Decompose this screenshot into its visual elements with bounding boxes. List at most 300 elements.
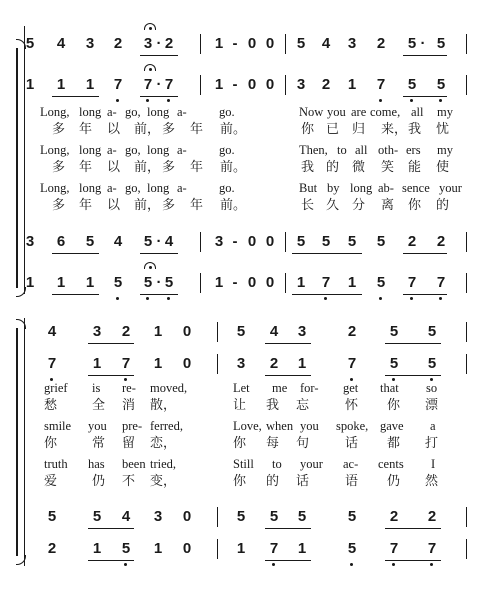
note: 1 [297,540,307,557]
lower-octave-dot [324,297,327,300]
lyric-word: a- [107,143,117,157]
dash: - [232,233,238,250]
note: 1 [297,355,307,372]
underline-beam [403,96,447,97]
barline [466,507,467,527]
lyric-word: Then, [299,143,328,157]
lyric-word: long [79,143,102,157]
underline-beam [292,253,362,254]
lyric-word: been [122,457,146,471]
lyric-word: 离 [381,198,395,213]
note: 2 [121,323,131,340]
lyric-line-zh [0,121,489,139]
note: 5 [427,355,437,372]
barline [466,322,467,342]
lyric-word: a- [177,143,187,157]
lyric-word: 以 [107,122,121,137]
lyric-word: 怀 [345,398,359,413]
lyric-word: 能 [408,160,422,175]
lyric-word: Long, [40,143,70,157]
note: 7 [269,540,279,557]
note: 7 [113,76,123,93]
lyric-word: your [439,181,462,195]
augmentation-dot: · [156,35,162,52]
lyric-word: Still [233,457,254,471]
note: 5 [347,540,357,557]
barline [466,232,467,252]
lyric-word: 年 [190,122,204,137]
lyric-word: 话 [345,436,359,451]
lyric-word: 爱 [44,474,58,489]
lyric-line-zh [0,473,489,491]
barline [466,273,467,293]
augmentation-dot: · [156,274,162,291]
soprano-row [0,32,489,56]
note: 3 [236,355,246,372]
underline-beam [385,343,441,344]
note: 1 [56,274,66,291]
lyric-word: long [350,181,373,195]
note: 2 [436,233,446,250]
note: 1 [85,76,95,93]
note: 7 [121,355,131,372]
note: 4 [269,323,279,340]
lyric-word: 已 [326,122,340,137]
lyric-word: I [431,457,436,471]
lyric-word: that [380,381,399,395]
note: 1 [153,540,163,557]
lower-octave-dot [116,297,119,300]
bass-row [0,537,489,561]
note: 5 [347,233,357,250]
lyric-word: 多 [162,122,176,137]
dash: - [232,76,238,93]
lyric-word: you [88,419,107,433]
note: 4 [47,323,57,340]
lyric-word: 多 [52,198,66,213]
lyric-word: 打 [425,436,439,451]
lyric-word: 愁 [44,398,58,413]
note: 1 [92,355,102,372]
note: 3 [92,323,102,340]
lyric-word: ferred, [150,419,183,433]
lower-octave-dot [146,297,149,300]
lyric-word: 仍 [92,474,106,489]
lyric-word: Long, [40,105,70,119]
note: 5 [296,35,306,52]
lyric-word: sence [402,181,430,195]
note: 1 [347,274,357,291]
note: 6 [56,233,66,250]
lyric-line-en [0,455,489,473]
dash: - [232,35,238,52]
note: 7 [407,274,417,291]
rest: 0 [247,35,257,52]
note: 7 [347,355,357,372]
lyric-word: 以 [107,198,121,213]
note: 4 [113,233,123,250]
lyric-word: 仍 [387,474,401,489]
lyric-word: long [79,105,102,119]
lyric-word: 留 [122,436,136,451]
underline-beam [265,375,311,376]
lyric-word: go, [125,181,141,195]
note: 5 [297,508,307,525]
soprano-row [0,320,489,344]
note: 1 [25,76,35,93]
note: 3 [143,35,153,52]
lyric-word: pre- [122,419,143,433]
lyric-word: 你 [387,398,401,413]
note: 7 [376,76,386,93]
underline-beam [292,294,362,295]
rest: 0 [265,35,275,52]
lyric-word: go. [219,181,235,195]
fermata-icon [144,64,156,71]
note: 5 [389,323,399,340]
note: 2 [427,508,437,525]
lyric-word: 前。 [220,198,247,213]
lyric-word: Let [233,381,250,395]
alto-row [0,352,489,376]
rest: 0 [182,323,192,340]
note: 3 [347,35,357,52]
lyric-word: truth [44,457,68,471]
lyric-word: ab- [378,181,394,195]
tenor-row [0,505,489,529]
lower-octave-dot [116,99,119,102]
barline [217,354,218,374]
lyric-word: long [147,143,170,157]
barline [200,75,201,95]
lyric-word: 分 [352,198,366,213]
underline-beam [403,294,447,295]
lyric-word: 你 [233,436,247,451]
rest: 0 [247,274,257,291]
lyric-word: 多 [52,160,66,175]
lyric-word: 笑 [381,160,395,175]
lyric-word: 让 [233,398,247,413]
dash: - [232,274,238,291]
underline-beam [140,96,178,97]
lyric-word: 多 [162,198,176,213]
note: 2 [407,233,417,250]
lyric-word: 消 [122,398,136,413]
fermata-icon [144,262,156,269]
barline [217,322,218,342]
lower-octave-dot [392,563,395,566]
lower-octave-dot [410,99,413,102]
lyric-line-zh [0,397,489,415]
lyric-line-en [0,379,489,397]
underline-beam [52,253,99,254]
lyric-word: are [351,105,367,119]
lyric-word: 不 [122,474,136,489]
lyric-word: my [437,143,453,157]
barline [466,539,467,559]
lyric-word: 的 [266,474,280,489]
note: 5 [236,323,246,340]
lyric-word: 常 [92,436,106,451]
note: 5 [47,508,57,525]
note: 5 [376,233,386,250]
augmentation-dot: · [156,76,162,93]
rest: 0 [182,355,192,372]
underline-beam [52,96,99,97]
note: 5 [436,76,446,93]
underline-beam [88,528,134,529]
barline [285,232,286,252]
barline [285,75,286,95]
lyric-word: tried, [150,457,177,471]
note: 1 [92,540,102,557]
note: 5 [85,233,95,250]
underline-beam [265,343,311,344]
note: 5 [389,355,399,372]
lower-octave-dot [430,563,433,566]
note: 5 [407,76,417,93]
barline [200,273,201,293]
lyric-word: is [92,381,101,395]
underline-beam [88,560,134,561]
lyric-word: 多 [162,160,176,175]
lyric-word: 久 [326,198,340,213]
lower-octave-dot [350,563,353,566]
underline-beam [385,375,441,376]
lyric-word: But [299,181,318,195]
lyric-word: 你 [44,436,58,451]
lyric-word: my [437,105,453,119]
lower-octave-dot [379,99,382,102]
note: 4 [164,233,174,250]
underline-beam [52,294,99,295]
lyric-word: to [337,143,347,157]
note: 7 [436,274,446,291]
note: 1 [56,76,66,93]
lyric-word: 话 [296,474,310,489]
note: 1 [214,35,224,52]
lyric-word: 我 [266,398,280,413]
underline-beam [265,560,311,561]
lyric-word: 语 [345,474,359,489]
lyric-word: a [430,419,436,433]
lyric-word: 年 [79,198,93,213]
lyric-word: spoke, [336,419,369,433]
underline-beam [385,528,441,529]
rest: 0 [247,76,257,93]
lyric-word: go, [125,105,141,119]
note: 7 [427,540,437,557]
barline [217,507,218,527]
lyric-line-en [0,179,489,197]
barline [285,34,286,54]
note: 7 [389,540,399,557]
rest: 0 [182,508,192,525]
underline-beam [265,528,311,529]
lyric-line-zh [0,435,489,453]
lower-octave-dot [167,99,170,102]
lyric-word: 微 [352,160,366,175]
lyric-word: 年 [190,198,204,213]
barline [466,34,467,54]
lyric-word: a- [177,181,187,195]
lyric-word: 以 [107,160,121,175]
note: 4 [121,508,131,525]
note: 3 [25,233,35,250]
lyric-word: 前， [134,160,161,175]
rest: 0 [265,76,275,93]
lyric-word: all [355,143,368,157]
lower-octave-dot [124,563,127,566]
barline [200,34,201,54]
lyric-word: 前。 [220,122,247,137]
lyric-word: grief [44,381,68,395]
note: 5 [296,233,306,250]
note: 1 [296,274,306,291]
lyric-word: so [426,381,438,395]
note: 2 [164,35,174,52]
lower-octave-dot [167,297,170,300]
note: 1 [153,323,163,340]
note: 5 [121,540,131,557]
lyric-word: your [300,457,323,471]
bass-row [0,271,489,295]
note: 1 [214,274,224,291]
lyric-word: 都 [387,436,401,451]
note: 1 [236,540,246,557]
lyric-word: 忧 [436,122,450,137]
tenor-row [0,230,489,254]
lyric-word: cents [378,457,404,471]
lyric-word: 散， [150,398,177,413]
note: 1 [153,355,163,372]
note: 3 [297,323,307,340]
underline-beam [140,55,178,56]
note: 5 [143,233,153,250]
note: 5 [113,274,123,291]
barline [200,232,201,252]
lyric-word: 全 [92,398,106,413]
rest: 0 [265,274,275,291]
barline [466,354,467,374]
underline-beam [140,253,178,254]
note: 7 [321,274,331,291]
note: 5 [269,508,279,525]
lyric-word: 归 [352,122,366,137]
note: 3 [214,233,224,250]
lyric-word: 前， [134,198,161,213]
lyric-word: a- [107,181,117,195]
note: 3 [85,35,95,52]
lyric-word: ac- [343,457,359,471]
lyric-word: long [147,105,170,119]
lyric-word: Now [299,105,324,119]
lyric-word: 你 [301,122,315,137]
lyric-line-zh [0,159,489,177]
note: 4 [321,35,331,52]
note: 2 [113,35,123,52]
lyric-word: 前， [134,122,161,137]
lyric-word: 每 [266,436,280,451]
lyric-line-en [0,141,489,159]
lyric-word: come, [370,105,401,119]
underline-beam [88,343,134,344]
rest: 0 [247,233,257,250]
lyric-line-en [0,103,489,121]
note: 7 [164,76,174,93]
note: 2 [347,323,357,340]
lower-octave-dot [272,563,275,566]
lyric-word: 年 [190,160,204,175]
lower-octave-dot [379,297,382,300]
note: 5 [407,35,417,52]
note: 5 [236,508,246,525]
lyric-word: for- [300,381,319,395]
lyric-word: go. [219,105,235,119]
lower-octave-dot [439,99,442,102]
note: 1 [214,76,224,93]
lyric-word: 的 [436,198,450,213]
note: 4 [56,35,66,52]
note: 2 [321,76,331,93]
lyric-word: 年 [79,122,93,137]
lyric-word: gave [380,419,404,433]
underline-beam [403,55,447,56]
underline-beam [140,294,178,295]
lyric-word: by [327,181,340,195]
lower-octave-dot [439,297,442,300]
note: 5 [321,233,331,250]
lyric-line-en [0,417,489,435]
note: 2 [47,540,57,557]
lyric-word: 我 [301,160,315,175]
note: 5 [92,508,102,525]
note: 5 [376,274,386,291]
lyric-word: 忘 [296,398,310,413]
lyric-word: 恋， [150,436,177,451]
note: 1 [347,76,357,93]
underline-beam [88,375,134,376]
lyric-word: ers [406,143,421,157]
lyric-word: moved, [150,381,188,395]
lyric-word: go. [219,143,235,157]
augmentation-dot: · [156,233,162,250]
lyric-word: 使 [436,160,450,175]
lyric-word: a- [177,105,187,119]
lyric-word: oth- [378,143,399,157]
lyric-word: 句 [296,436,310,451]
lyric-word: you [300,419,319,433]
note: 1 [85,274,95,291]
note: 5 [427,323,437,340]
note: 5 [164,274,174,291]
note: 1 [25,274,35,291]
lyric-word: 长 [301,198,315,213]
alto-row [0,73,489,97]
lower-octave-dot [146,99,149,102]
lyric-word: get [343,381,359,395]
lyric-word: 来， [381,122,408,137]
note: 2 [389,508,399,525]
lyric-word: 我 [408,122,422,137]
underline-beam [403,253,447,254]
lyric-word: 多 [52,122,66,137]
lyric-word: 年 [79,160,93,175]
fermata-icon [144,23,156,30]
note: 5 [436,35,446,52]
lyric-word: 你 [233,474,247,489]
lyric-word: when [266,419,294,433]
